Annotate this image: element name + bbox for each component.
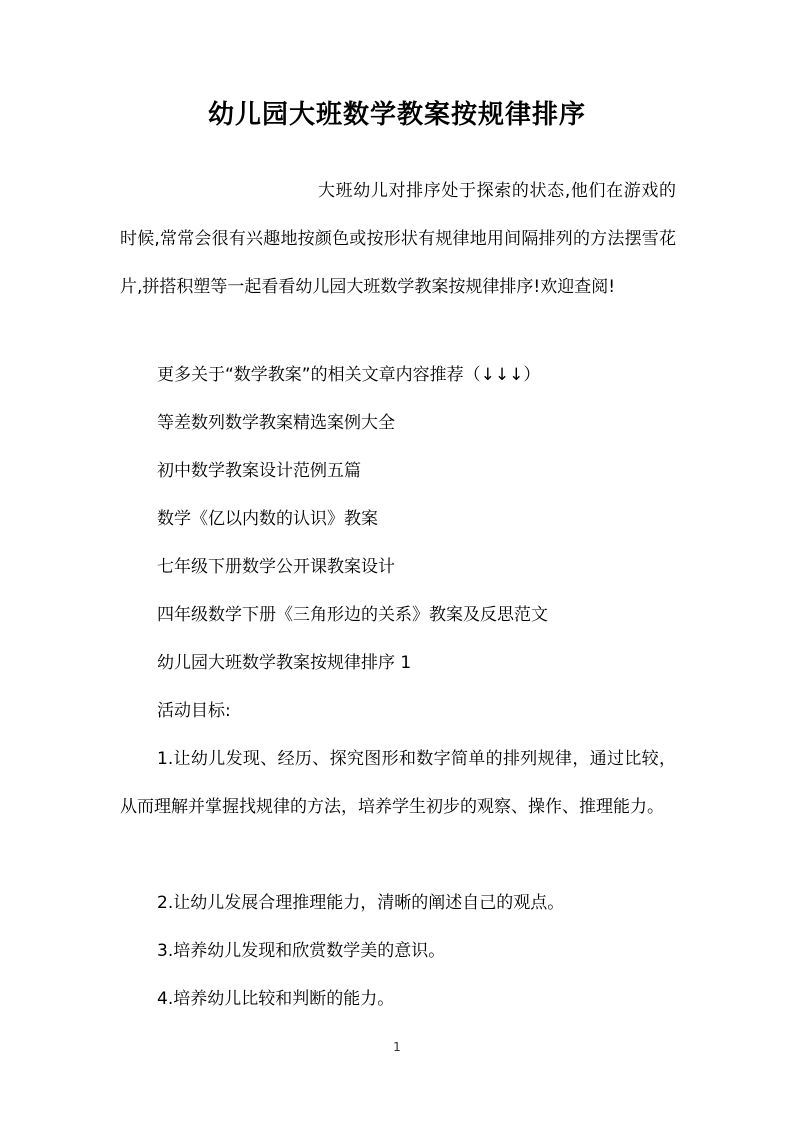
related-article-link[interactable]: 初中数学教案设计范例五篇 <box>157 461 361 481</box>
related-article-link[interactable]: 数学《亿以内数的认识》教案 <box>157 509 378 529</box>
related-article-link[interactable]: 七年级下册数学公开课教案设计 <box>157 557 395 577</box>
activity-goals-heading: 活动目标: <box>157 701 231 721</box>
goal-item: 4.培养幼儿比较和判断的能力。 <box>157 989 395 1009</box>
section-heading: 幼儿园大班数学教案按规律排序 1 <box>157 653 412 673</box>
goal-item: 3.培养幼儿发现和欣赏数学美的意识。 <box>157 941 446 961</box>
goal-item: 2.让幼儿发展合理推理能力，清晰的阐述自己的观点。 <box>157 893 565 913</box>
page-number: 1 <box>393 1040 401 1054</box>
goal-item: 1.让幼儿发现、经历、探究图形和数字简单的排列规律，通过比较，从而理解并掌握找规律的方法，培养学生初步的观察、操作、推理能力。 <box>120 749 676 817</box>
document-title: 幼儿园大班数学教案按规律排序 <box>207 100 586 130</box>
related-article-link[interactable]: 等差数列数学教案精选案例大全 <box>157 413 395 433</box>
intro-paragraph: 大班幼儿对排序处于探索的状态,他们在游戏的时候,常常会很有兴趣地按颜色或按形状有规律地用间隔排列的方法摆雪花片,拼搭积塑等一起看看幼儿园大班数学教案按规律排序!欢迎查阅! <box>120 181 676 297</box>
related-articles-heading: 更多关于“数学教案”的相关文章内容推荐（↓↓↓） <box>157 365 541 385</box>
related-article-link[interactable]: 四年级数学下册《三角形边的关系》教案及反思范文 <box>157 605 548 625</box>
